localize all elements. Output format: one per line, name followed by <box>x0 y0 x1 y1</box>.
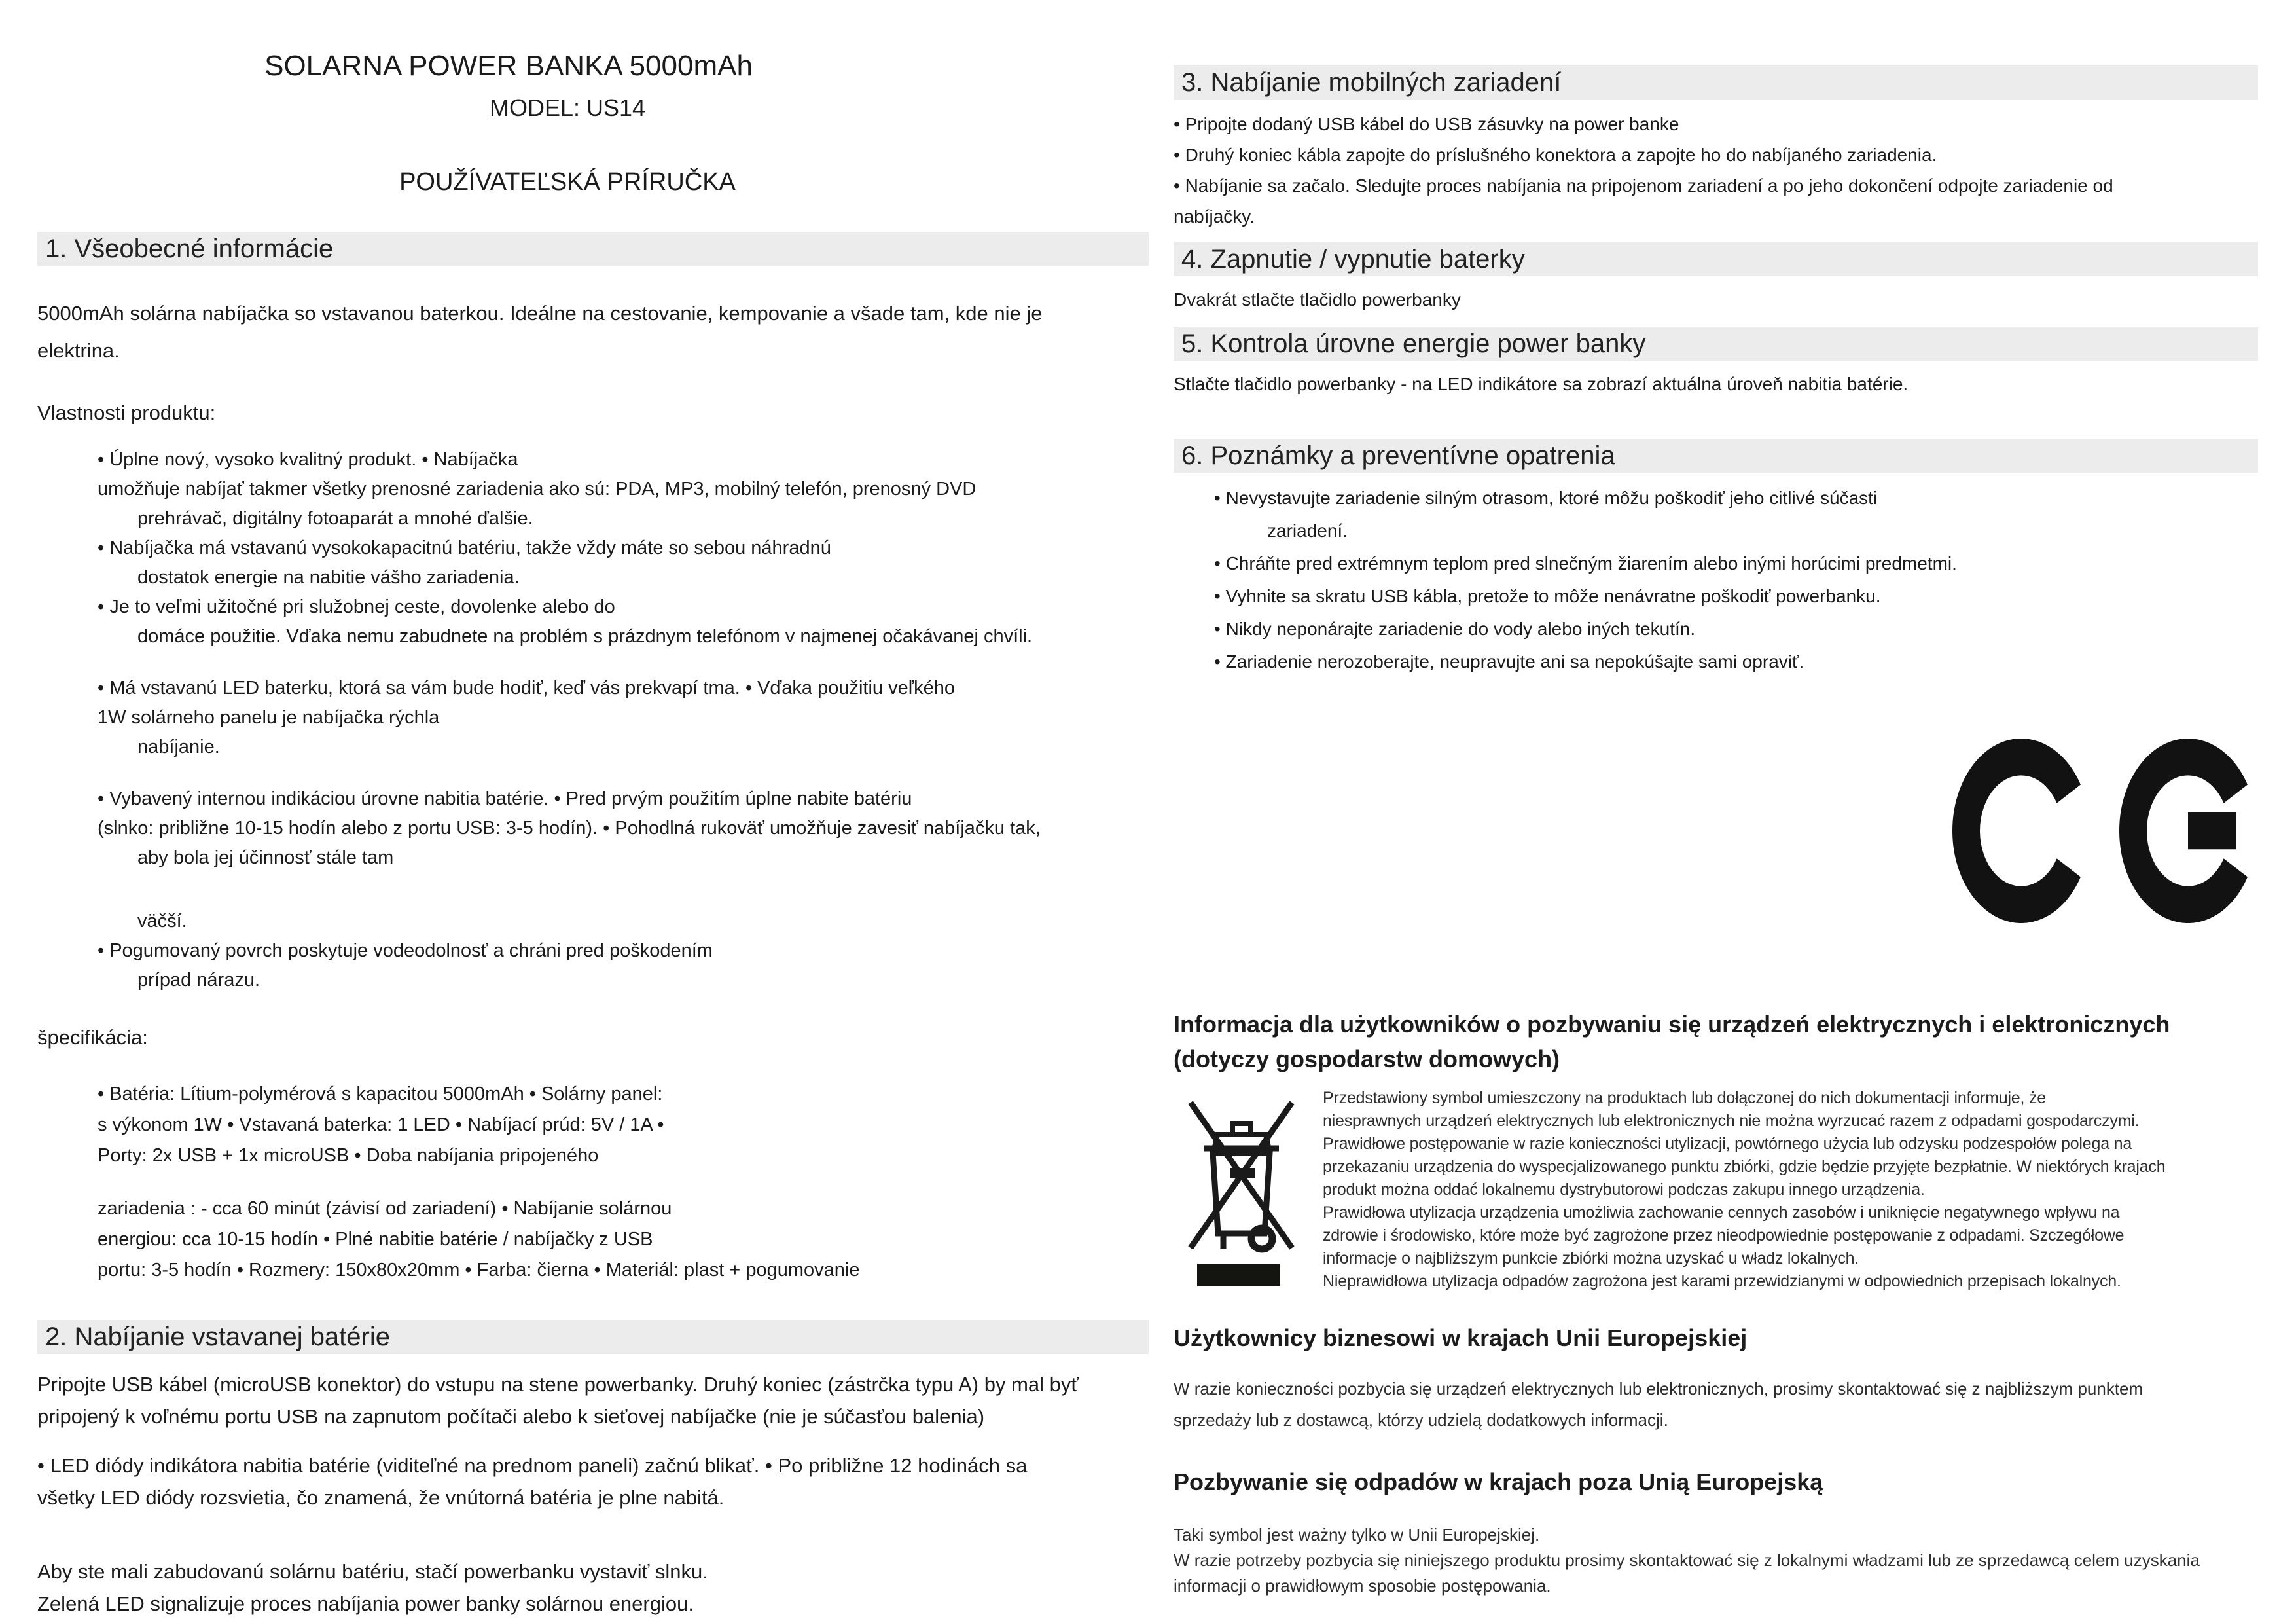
feature-line: • Má vstavanú LED baterku, ktorá sa vám bude hodiť, keď vás prekvapí tma. • Vďaka použitiu veľkého <box>98 678 956 699</box>
business-users-line: sprzedaży lub z dostawcą, którzy udzielą dodatkowych informacji. <box>1174 1410 1668 1430</box>
spec-line: zariadenia : - cca 60 minút (závisí od zariadení) • Nabíjanie solárnou <box>98 1198 672 1219</box>
features-list <box>37 445 1150 995</box>
section-2-heading: 2. Nabíjanie vstavanej batérie <box>37 1320 1149 1354</box>
precaution-line: • Zariadenie nerozoberajte, neupravujte ani sa nepokúšajte sami opraviť. <box>1214 651 1804 672</box>
battery-charging-paragraph <box>37 1368 1150 1432</box>
outside-eu-line: Taki symbol jest ważny tylko w Unii Europejskiej. <box>1174 1525 1540 1544</box>
manual-subtitle: POUŽÍVATEĽSKÁ PRÍRUČKA <box>399 168 736 196</box>
spec-line: s výkonom 1W • Vstavaná baterka: 1 LED • Nabíjací prúd: 5V / 1A • <box>98 1114 664 1135</box>
outside-eu-heading: Pozbywanie się odpadów w krajach poza Unią Europejską <box>1174 1468 1823 1495</box>
feature-line: (slnko: približne 10-15 hodín alebo z portu USB: 3-5 hodín). • Pohodlná rukoväť umožňuje zavesiť nabíjačku tak, <box>98 818 1041 839</box>
bullet-line: • Nabíjanie sa začalo. Sledujte proces nabíjania na pripojenom zariadení a po jeho dokončení odpojte zariadenie od <box>1174 175 2113 196</box>
outside-eu-line: W razie potrzeby pozbycia się niniejszego produktu prosimy skontaktować się z lokalnymi władzami lub ze sprzedawcą celem uzyskania <box>1174 1550 2200 1570</box>
section-5-body: Stlačte tlačidlo powerbanky - na LED indikátore sa zobrazí aktuálna úroveň nabitia batérie. <box>1174 374 1909 394</box>
feature-line: väčší. <box>137 911 187 932</box>
intro-line: elektrina. <box>37 339 120 362</box>
feature-line: prípad nárazu. <box>137 970 260 991</box>
weee-heading-line: Informacja dla użytkowników o pozbywaniu się urządzeń elektrycznych i elektronicznych <box>1174 1011 2170 1038</box>
paragraph-line: Aby ste mali zabudovanú solárnu batériu, stačí powerbanku vystaviť slnku. <box>37 1560 708 1583</box>
weee-paragraph-line: zdrowie i środowisko, które może być zagrożone przez nieodpowiednie postępowanie z odpadami. Szczegółowe <box>1323 1226 2125 1245</box>
paragraph-line: • LED diódy indikátora nabitia batérie (viditeľné na prednom paneli) začnú blikať. • Po približne 12 hodinách sa <box>37 1454 1028 1477</box>
business-users-line: W razie konieczności pozbycia się urządzeń elektrycznych lub elektronicznych, prosimy skontaktować się z najbliższym punktem <box>1174 1379 2144 1398</box>
feature-line: • Úplne nový, vysoko kvalitný produkt. • Nabíjačka <box>98 449 518 470</box>
paragraph-line: Pripojte USB kábel (microUSB konektor) do vstupu na stene powerbanky. Druhý koniec (zástrčka typu A) by mal byť <box>37 1373 1079 1396</box>
spec-line: Porty: 2x USB + 1x microUSB • Doba nabíjania pripojeného <box>98 1145 599 1166</box>
left-column <box>37 0 1150 1620</box>
weee-paragraph-line: Przedstawiony symbol umieszczony na produktach lub dołączonej do nich dokumentacji informuje, że <box>1323 1089 2046 1107</box>
weee-paragraph-line: Prawidłowe postępowanie w razie konieczności utylizacji, powtórnego użycia lub odzysku podzespołów polega na <box>1323 1135 2132 1153</box>
feature-line: • Nabíjačka má vstavanú vysokokapacitnú batériu, takže vždy máte so sebou náhradnú <box>98 538 831 558</box>
section-3-heading: 3. Nabíjanie mobilných zariadení <box>1174 65 2258 100</box>
spec-line: • Batéria: Lítium-polymérová s kapacitou 5000mAh • Solárny panel: <box>98 1084 663 1104</box>
section-1-intro <box>37 295 1150 369</box>
spec-line: portu: 3-5 hodín • Rozmery: 150x80x20mm • Farba: čierna • Materiál: plast + pogumovanie <box>98 1260 860 1281</box>
spec-line: energiou: cca 10-15 hodín • Plné nabitie batérie / nabíjačky z USB <box>98 1229 653 1250</box>
section-6-list <box>1174 482 2260 678</box>
feature-line: aby bola jej účinnosť stále tam <box>137 847 394 868</box>
precaution-line: • Chráňte pred extrémnym teplom pred slnečným žiarením alebo inými horúcimi predmetmi. <box>1214 553 1957 574</box>
weee-paragraph-line: niesprawnych urządzeń elektrycznych lub elektronicznych nie można wyrzucać razem z odpadami gospodarczymi. <box>1323 1112 2140 1130</box>
weee-paragraph-line: Nieprawidłowa utylizacja odpadów zagrożona jest karami przewidzianymi w odpowiednich przepisach lokalnych. <box>1323 1272 2121 1290</box>
precaution-line: • Vyhnite sa skratu USB kábla, pretože to môže nenávratne poškodiť powerbanku. <box>1214 586 1881 606</box>
feature-line: • Vybavený internou indikáciou úrovne nabitia batérie. • Pred prvým použitím úplne nabite batériu <box>98 788 912 809</box>
intro-line: 5000mAh solárna nabíjačka so vstavanou baterkou. Ideálne na cestovanie, kempovanie a všade tam, kde nie je <box>37 302 1043 325</box>
feature-line: umožňuje nabíjať takmer všetky prenosné zariadenia ako sú: PDA, MP3, mobilný telefón, prenosný DVD <box>98 479 977 500</box>
section-3-list <box>1174 109 2260 232</box>
feature-line: • Pogumovaný povrch poskytuje vodeodolnosť a chráni pred poškodením <box>98 940 713 961</box>
bullet-line: • Druhý koniec kábla zapojte do príslušného konektora a zapojte ho do nabíjaného zariadenia. <box>1174 145 1937 165</box>
weee-crossed-bin-icon <box>1174 1087 1323 1293</box>
weee-info-block <box>1174 1007 2260 1599</box>
features-label: Vlastnosti produktu: <box>37 401 216 424</box>
paragraph-line: pripojený k voľnému portu USB na zapnutom počítači alebo k sieťovej nabíjačke (nie je súčasťou balenia) <box>37 1405 985 1428</box>
weee-paragraph-line: Prawidłowa utylizacja urządzenia umożliwia zachowanie cennych zasobów i uniknięcie negatywnego wpływu na <box>1323 1203 2120 1222</box>
precaution-line: • Nikdy neponárajte zariadenie do vody alebo iných tekutín. <box>1214 619 1696 639</box>
paragraph-line: Zelená LED signalizuje proces nabíjania power banky solárnou energiou. <box>37 1592 694 1615</box>
right-column <box>1174 0 2260 1596</box>
section-1-heading: 1. Všeobecné informácie <box>37 232 1149 266</box>
model-number: MODEL: US14 <box>489 94 646 121</box>
feature-line: nabíjanie. <box>137 737 220 757</box>
feature-line: dostatok energie na nabitie vášho zariadenia. <box>137 567 520 588</box>
outside-eu-paragraph <box>1174 1522 2260 1599</box>
section-4-body: Dvakrát stlačte tlačidlo powerbanky <box>1174 289 1461 310</box>
section-4-heading: 4. Zapnutie / vypnutie baterky <box>1174 242 2258 276</box>
weee-heading-line: (dotyczy gospodarstw domowych) <box>1174 1046 1560 1072</box>
bullet-line: • Pripojte dodaný USB kábel do USB zásuvky na power banke <box>1174 114 1679 134</box>
feature-line: 1W solárneho panelu je nabíjačka rýchla <box>98 707 440 728</box>
business-users-paragraph <box>1174 1373 2260 1436</box>
weee-paragraph-line: informacje o najbliższym punkcie zbiórki można uzyskać u władz lokalnych. <box>1323 1249 1859 1267</box>
section-6-heading: 6. Poznámky a preventívne opatrenia <box>1174 439 2258 473</box>
bullet-line: nabíjačky. <box>1174 206 1255 227</box>
specification-label: špecifikácia: <box>37 1026 148 1049</box>
weee-paragraph <box>1323 1087 2260 1293</box>
weee-heading <box>1174 1007 2260 1076</box>
business-users-heading: Użytkownicy biznesowi w krajach Unii Europejskiej <box>1174 1324 1748 1351</box>
feature-line: domáce použitie. Vďaka nemu zabudnete na problém s prázdnym telefónom v najmenej očakávanej chvíli. <box>137 626 1033 647</box>
solar-charging-paragraph <box>37 1556 1150 1620</box>
page-title: SOLARNA POWER BANKA 5000mAh <box>264 50 753 82</box>
section-5-heading: 5. Kontrola úrovne energie power banky <box>1174 327 2258 361</box>
specification-list <box>37 1079 1150 1286</box>
feature-line: • Je to veľmi užitočné pri služobnej ceste, dovolenke alebo do <box>98 596 615 617</box>
paragraph-line: všetky LED diódy rozsvietia, čo znamená, že vnútorná batéria je plne nabitá. <box>37 1486 725 1509</box>
precaution-line: • Nevystavujte zariadenie silným otrasom, ktoré môžu poškodiť jeho citlivé súčasti <box>1214 488 1878 508</box>
weee-paragraph-line: przekazaniu urządzenia do wyspecjalizowanego punktu zbiórki, gdzie będzie przyjęte bezpłatnie. W niektórych krajach <box>1323 1158 2166 1176</box>
weee-row <box>1174 1087 2260 1293</box>
led-indicator-paragraph <box>37 1450 1150 1514</box>
feature-line: prehrávač, digitálny fotoaparát a mnohé ďalšie. <box>137 508 533 529</box>
ce-mark-icon <box>1952 739 2257 923</box>
weee-paragraph-line: produkt można oddać lokalnemu dystrybutorowi podczas zakupu innego urządzenia. <box>1323 1180 1925 1199</box>
outside-eu-line: informacji o prawidłowym sposobie postępowania. <box>1174 1576 1551 1596</box>
precaution-line: zariadení. <box>1267 520 1348 541</box>
